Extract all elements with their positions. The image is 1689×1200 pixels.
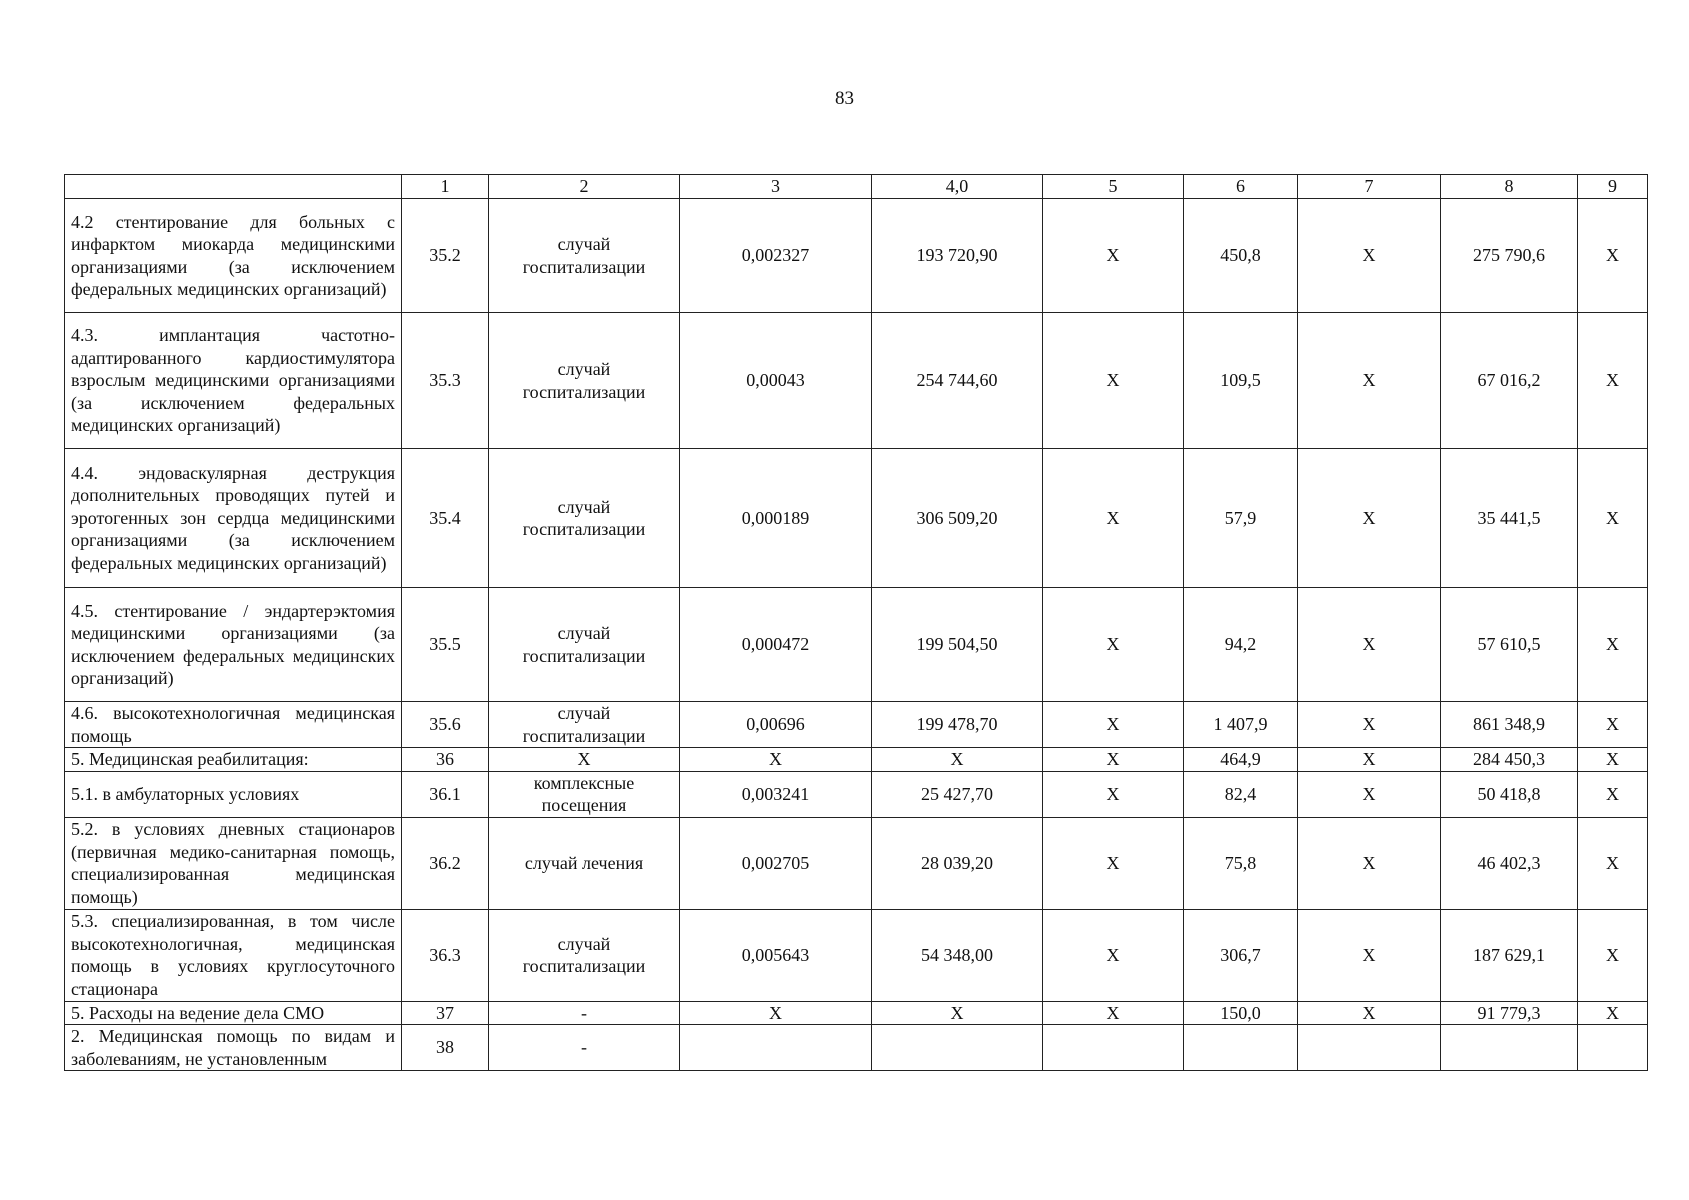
column-number: 1 <box>402 175 489 199</box>
table-row <box>65 1001 1648 1025</box>
cell-col-7: Х <box>1298 449 1441 588</box>
column-number: 5 <box>1043 175 1184 199</box>
row-line-number: 35.3 <box>402 313 489 449</box>
column-number: 3 <box>680 175 872 199</box>
cell-col-5: Х <box>1043 771 1184 817</box>
cell-col-7: Х <box>1298 1001 1441 1025</box>
cell-col-4: 193 720,90 <box>872 199 1043 313</box>
cell-col-7: Х <box>1298 702 1441 748</box>
row-description: 4.3. имплантация частотно-адаптированного кардиостимулятора взрослым медицинскими организациями (за исключением федеральных медицинских организаций) <box>65 313 402 449</box>
cell-col-6: 109,5 <box>1184 313 1298 449</box>
cell-col-5: Х <box>1043 1001 1184 1025</box>
row-description: 5.2. в условиях дневных стационаров (первичная медико-санитарная помощь, специализированная медицинская помощь) <box>65 817 402 909</box>
cell-col-8: 284 450,3 <box>1441 748 1578 772</box>
row-line-number: 35.5 <box>402 588 489 702</box>
cell-col-9: Х <box>1578 909 1648 1001</box>
cell-col-3: 0,002705 <box>680 817 872 909</box>
unit-of-measure: случай госпитализации <box>489 702 680 748</box>
row-line-number: 35.6 <box>402 702 489 748</box>
cell-col-4: 28 039,20 <box>872 817 1043 909</box>
cell-col-6: 150,0 <box>1184 1001 1298 1025</box>
column-number: 8 <box>1441 175 1578 199</box>
cell-col-6: 82,4 <box>1184 771 1298 817</box>
cell-col-8: 46 402,3 <box>1441 817 1578 909</box>
row-line-number: 38 <box>402 1025 489 1071</box>
row-line-number: 35.4 <box>402 449 489 588</box>
cell-col-7: Х <box>1298 748 1441 772</box>
column-number: 6 <box>1184 175 1298 199</box>
cell-col-9: Х <box>1578 817 1648 909</box>
cell-col-4: 306 509,20 <box>872 449 1043 588</box>
cell-col-8: 861 348,9 <box>1441 702 1578 748</box>
cell-col-9: Х <box>1578 449 1648 588</box>
cell-col-5: Х <box>1043 748 1184 772</box>
cell-col-6 <box>1184 1025 1298 1071</box>
cell-col-5: Х <box>1043 909 1184 1001</box>
table-row <box>65 909 1648 1001</box>
cell-col-8: 275 790,6 <box>1441 199 1578 313</box>
table-row <box>65 313 1648 449</box>
cell-col-6: 306,7 <box>1184 909 1298 1001</box>
cell-col-8: 91 779,3 <box>1441 1001 1578 1025</box>
cell-col-3: 0,000472 <box>680 588 872 702</box>
unit-of-measure: комплексные посещения <box>489 771 680 817</box>
cell-col-4: 25 427,70 <box>872 771 1043 817</box>
cell-col-4: 199 478,70 <box>872 702 1043 748</box>
cell-col-9: Х <box>1578 771 1648 817</box>
column-number: 9 <box>1578 175 1648 199</box>
cell-col-8 <box>1441 1025 1578 1071</box>
unit-of-measure: случай госпитализации <box>489 588 680 702</box>
row-line-number: 36.3 <box>402 909 489 1001</box>
row-description: 5.1. в амбулаторных условиях <box>65 771 402 817</box>
cell-col-3: 0,002327 <box>680 199 872 313</box>
cell-col-7: Х <box>1298 909 1441 1001</box>
row-description: 4.6. высокотехнологичная медицинская помощь <box>65 702 402 748</box>
cell-col-6: 450,8 <box>1184 199 1298 313</box>
row-description: 4.2 стентирование для больных с инфарктом миокарда медицинскими организациями (за исключением федеральных медицинских организаций) <box>65 199 402 313</box>
row-line-number: 35.2 <box>402 199 489 313</box>
cell-col-8: 35 441,5 <box>1441 449 1578 588</box>
cell-col-9: Х <box>1578 748 1648 772</box>
cell-col-7: Х <box>1298 199 1441 313</box>
cell-col-3: 0,00043 <box>680 313 872 449</box>
row-description: 5. Расходы на ведение дела СМО <box>65 1001 402 1025</box>
cell-col-5: Х <box>1043 199 1184 313</box>
row-line-number: 36.1 <box>402 771 489 817</box>
cell-col-5: Х <box>1043 588 1184 702</box>
column-number: 7 <box>1298 175 1441 199</box>
cell-col-3 <box>680 1025 872 1071</box>
row-line-number: 36.2 <box>402 817 489 909</box>
cell-col-6: 1 407,9 <box>1184 702 1298 748</box>
cell-col-5: Х <box>1043 313 1184 449</box>
table-row <box>65 199 1648 313</box>
cell-col-9: Х <box>1578 702 1648 748</box>
unit-of-measure: Х <box>489 748 680 772</box>
cell-col-6: 57,9 <box>1184 449 1298 588</box>
cell-col-4: 54 348,00 <box>872 909 1043 1001</box>
row-description: 5. Медицинская реабилитация: <box>65 748 402 772</box>
unit-of-measure: - <box>489 1025 680 1071</box>
unit-of-measure: - <box>489 1001 680 1025</box>
unit-of-measure: случай госпитализации <box>489 449 680 588</box>
cell-col-4: 254 744,60 <box>872 313 1043 449</box>
cell-col-3: Х <box>680 748 872 772</box>
row-line-number: 37 <box>402 1001 489 1025</box>
cell-col-5 <box>1043 1025 1184 1071</box>
cell-col-4: Х <box>872 748 1043 772</box>
unit-of-measure: случай госпитализации <box>489 909 680 1001</box>
row-line-number: 36 <box>402 748 489 772</box>
cell-col-5: Х <box>1043 449 1184 588</box>
row-description: 5.3. специализированная, в том числе высокотехнологичная, медицинская помощь в условиях круглосуточного стационара <box>65 909 402 1001</box>
unit-of-measure: случай госпитализации <box>489 199 680 313</box>
unit-of-measure: случай лечения <box>489 817 680 909</box>
table-row <box>65 748 1648 772</box>
row-description: 4.5. стентирование / эндартерэктомия медицинскими организациями (за исключением федеральных медицинских организаций) <box>65 588 402 702</box>
cell-col-4 <box>872 1025 1043 1071</box>
cell-col-3: 0,000189 <box>680 449 872 588</box>
cell-col-7: Х <box>1298 771 1441 817</box>
cell-col-8: 57 610,5 <box>1441 588 1578 702</box>
page-number: 83 <box>835 88 854 109</box>
cell-col-4: Х <box>872 1001 1043 1025</box>
column-number <box>65 175 402 199</box>
cell-col-8: 67 016,2 <box>1441 313 1578 449</box>
cell-col-7: Х <box>1298 588 1441 702</box>
cell-col-7 <box>1298 1025 1441 1071</box>
cell-col-9 <box>1578 1025 1648 1071</box>
cell-col-5: Х <box>1043 702 1184 748</box>
table-row <box>65 702 1648 748</box>
table-row <box>65 588 1648 702</box>
cell-col-3: 0,005643 <box>680 909 872 1001</box>
cell-col-6: 75,8 <box>1184 817 1298 909</box>
unit-of-measure: случай госпитализации <box>489 313 680 449</box>
table-row <box>65 1025 1648 1071</box>
cell-col-3: 0,00696 <box>680 702 872 748</box>
row-description: 4.4. эндоваскулярная деструкция дополнительных проводящих путей и эротогенных зон сердца медицинскими организациями (за исключением федеральных медицинских организаций) <box>65 449 402 588</box>
table-row <box>65 817 1648 909</box>
data-table <box>64 174 1648 1071</box>
cell-col-7: Х <box>1298 313 1441 449</box>
column-number: 4,0 <box>872 175 1043 199</box>
cell-col-6: 94,2 <box>1184 588 1298 702</box>
cell-col-8: 187 629,1 <box>1441 909 1578 1001</box>
cell-col-9: Х <box>1578 199 1648 313</box>
table-row <box>65 771 1648 817</box>
cell-col-9: Х <box>1578 313 1648 449</box>
row-description: 2. Медицинская помощь по видам и заболеваниям, не установленным <box>65 1025 402 1071</box>
cell-col-4: 199 504,50 <box>872 588 1043 702</box>
cell-col-9: Х <box>1578 1001 1648 1025</box>
column-number-row <box>65 175 1648 199</box>
column-number: 2 <box>489 175 680 199</box>
cell-col-6: 464,9 <box>1184 748 1298 772</box>
cell-col-8: 50 418,8 <box>1441 771 1578 817</box>
cell-col-7: Х <box>1298 817 1441 909</box>
cell-col-5: Х <box>1043 817 1184 909</box>
cell-col-3: 0,003241 <box>680 771 872 817</box>
cell-col-3: Х <box>680 1001 872 1025</box>
cell-col-9: Х <box>1578 588 1648 702</box>
table-row <box>65 449 1648 588</box>
